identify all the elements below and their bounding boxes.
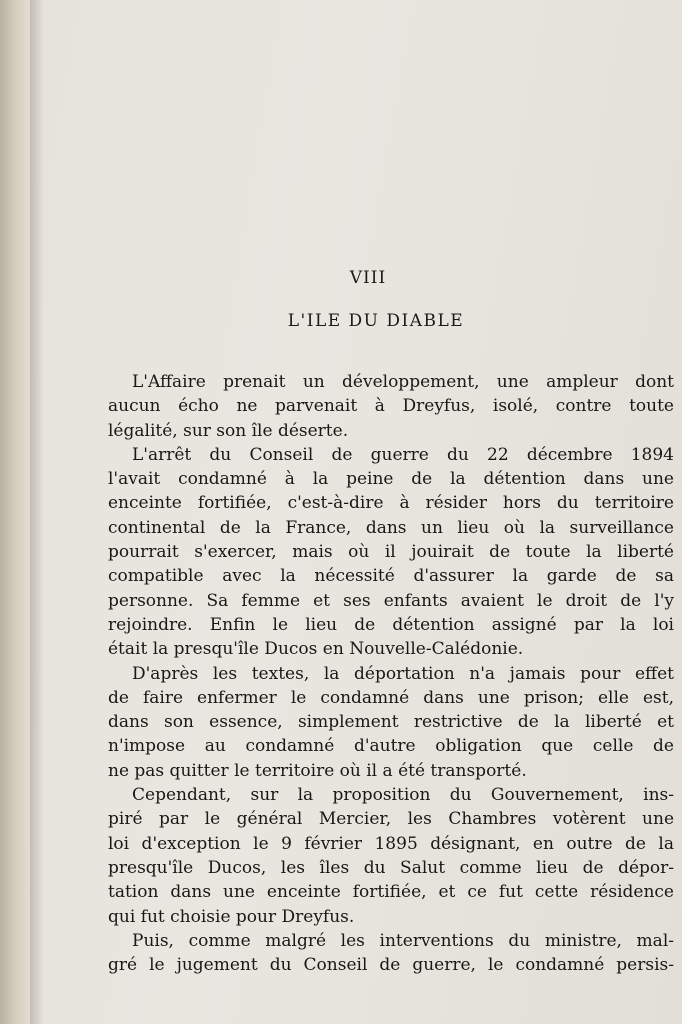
text-line: de faire enfermer le condamné dans une prison; elle est, [108, 687, 674, 708]
text-line: personne. Sa femme et ses enfants avaient le droit de l'y [108, 590, 674, 611]
text-line: Cependant, sur la proposition du Gouvernement, ins- [132, 785, 674, 806]
text-line: L'Affaire prenait un développement, une ampleur dont [132, 372, 674, 392]
text-line: qui fut choisie pour Dreyfus. [108, 906, 355, 927]
text-line: légalité, sur son île déserte. [108, 420, 349, 441]
text-line: Puis, comme malgré les interventions du ministre, mal- [132, 930, 674, 951]
text-line: piré par le général Mercier, les Chambres votèrent une [108, 809, 674, 830]
text-line: L'arrêt du Conseil de guerre du 22 décembre 1894 [132, 444, 674, 465]
text-line: tation dans une enceinte fortifiée, et ce fut cette résidence [108, 882, 674, 903]
text-line: continental de la France, dans un lieu où la surveillance [108, 517, 674, 538]
body-text [108, 370, 674, 977]
text-line: aucun écho ne parvenait à Dreyfus, isolé, contre toute [108, 396, 674, 417]
text-line: ne pas quitter le territoire où il a été transporté. [108, 760, 527, 781]
chapter-number: VIII [349, 268, 387, 288]
text-line: presqu'île Ducos, les îles du Salut comme lieu de dépor- [108, 857, 674, 878]
text-line: l'avait condamné à la peine de la détention dans une [108, 469, 674, 490]
chapter-title: L'ILE DU DIABLE [287, 311, 465, 331]
gutter-shadow [30, 0, 44, 1024]
text-line: gré le jugement du Conseil de guerre, le condamné persis- [108, 955, 674, 976]
text-line: compatible avec la nécessité d'assurer la garde de sa [108, 566, 674, 587]
text-line: enceinte fortifiée, c'est-à-dire à résider hors du territoire [108, 493, 674, 514]
text-line: pourrait s'exercer, mais où il jouirait de toute la liberté [108, 542, 674, 563]
text-line: dans son essence, simplement restrictive de la liberté et [108, 712, 674, 733]
text-line: D'après les textes, la déportation n'a jamais pour effet [132, 663, 674, 684]
book-page [30, 0, 682, 1024]
text-line: n'impose au condamné d'autre obligation que celle de [108, 736, 674, 757]
text-line: loi d'exception le 9 février 1895 désignant, en outre de la [108, 833, 674, 854]
book-gutter [0, 0, 30, 1024]
text-line: rejoindre. Enfin le lieu de détention assigné par la loi [108, 614, 674, 635]
text-line: était la presqu'île Ducos en Nouvelle-Calédonie. [108, 639, 524, 660]
